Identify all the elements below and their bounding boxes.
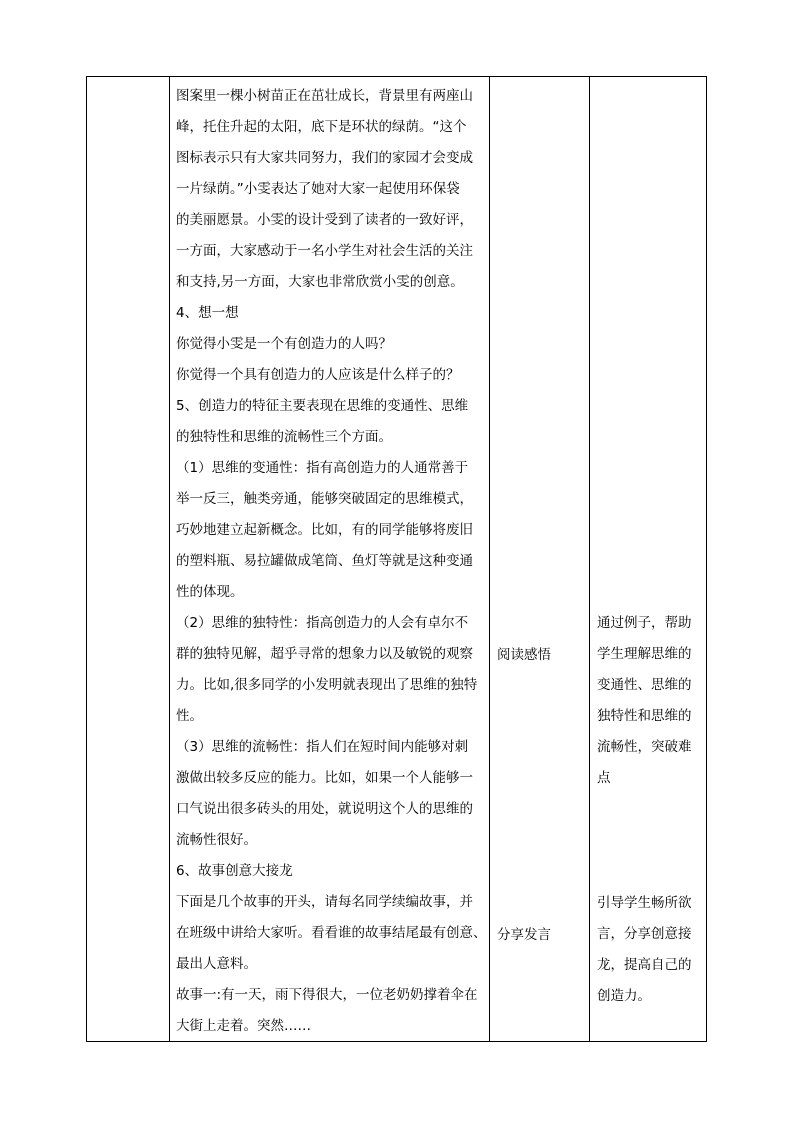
text-line: 通过例子，帮助	[597, 615, 692, 631]
text-line: （3）思维的流畅性：指人们在短时间内能够对刺	[176, 739, 469, 755]
purpose-cell-2	[597, 888, 707, 1012]
text-line: 点	[597, 770, 611, 786]
text-line: 言，分享创意接	[597, 926, 692, 942]
text-line: 激做出较多反应的能力。比如，如果一个人能够一	[176, 770, 473, 786]
text-line: 峰，托住升起的太阳，底下是环状的绿荫。“这个	[176, 119, 467, 135]
text-line: 变通性、思维的	[597, 677, 692, 693]
text-line: 5、创造力的特征主要表现在思维的变通性、思维	[176, 398, 469, 414]
activity-reading: 阅读感悟	[497, 647, 551, 663]
text-line: 龙，提高自己的	[597, 957, 692, 973]
text-line: 和支持,另一方面，大家也非常欣赏小雯的创意。	[176, 274, 464, 290]
text-line: 性。	[176, 708, 203, 724]
column-divider	[589, 77, 590, 1041]
text-line: 故事一:有一天，雨下得很大，一位老奶奶撑着伞在	[176, 987, 478, 1003]
text-line: 图标表示只有大家共同努力，我们的家园才会变成	[176, 150, 473, 166]
text-line: 的塑料瓶、易拉罐做成笔筒、鱼灯等就是这种变通	[176, 553, 473, 569]
text-line: 独特性和思维的	[597, 708, 692, 724]
text-line: 的美丽愿景。小雯的设计受到了读者的一致好评，	[176, 212, 473, 228]
text-line: 4、想一想	[176, 305, 239, 321]
text-line: 一片绿荫。”小雯表达了她对大家一起使用环保袋	[176, 181, 460, 197]
text-line: 流畅性，突破难	[597, 739, 692, 755]
text-line: 的独特性和思维的流畅性三个方面。	[176, 429, 392, 445]
text-line: 学生理解思维的	[597, 646, 692, 662]
lesson-table	[86, 76, 707, 1042]
text-line: 一方面，大家感动于一名小学生对社会生活的关注	[176, 243, 473, 259]
text-line: 图案里一棵小树苗正在茁壮成长，背景里有两座山	[176, 88, 473, 104]
purpose-cell-1	[597, 608, 707, 794]
text-line: 性的体现。	[176, 584, 244, 600]
text-line: 力。比如,很多同学的小发明就表现出了思维的独特	[176, 677, 478, 693]
text-line: 群的独特见解，超乎寻常的想象力以及敏锐的观察	[176, 646, 473, 662]
text-line: 你觉得一个具有创造力的人应该是什么样子的？	[176, 367, 460, 383]
text-line: 引导学生畅所欲	[597, 895, 692, 911]
text-line: 6、故事创意大接龙	[176, 863, 293, 879]
text-line: （2）思维的独特性：指高创造力的人会有卓尔不	[176, 615, 469, 631]
text-line: （1）思维的变通性：指有高创造力的人通常善于	[176, 460, 469, 476]
text-line: 创造力。	[597, 988, 651, 1004]
text-line: 下面是几个故事的开头，请每名同学续编故事，并	[176, 894, 473, 910]
activity-sharing: 分享发言	[497, 927, 551, 943]
text-line: 大街上走着。突然……	[176, 1018, 311, 1034]
text-line: 最出人意料。	[176, 956, 257, 972]
text-line: 口气说出很多砖头的用处，就说明这个人的思维的	[176, 801, 473, 817]
text-line: 举一反三，触类旁通，能够突破固定的思维模式，	[176, 491, 473, 507]
text-line: 流畅性很好。	[176, 832, 257, 848]
column-divider	[169, 77, 170, 1041]
text-line: 你觉得小雯是一个有创造力的人吗？	[176, 336, 392, 352]
text-line: 巧妙地建立起新概念。比如，有的同学能够将废旧	[176, 522, 473, 538]
text-line: 在班级中讲给大家听。看看谁的故事结尾最有创意、	[176, 925, 487, 941]
teaching-content-cell	[176, 81, 498, 1042]
